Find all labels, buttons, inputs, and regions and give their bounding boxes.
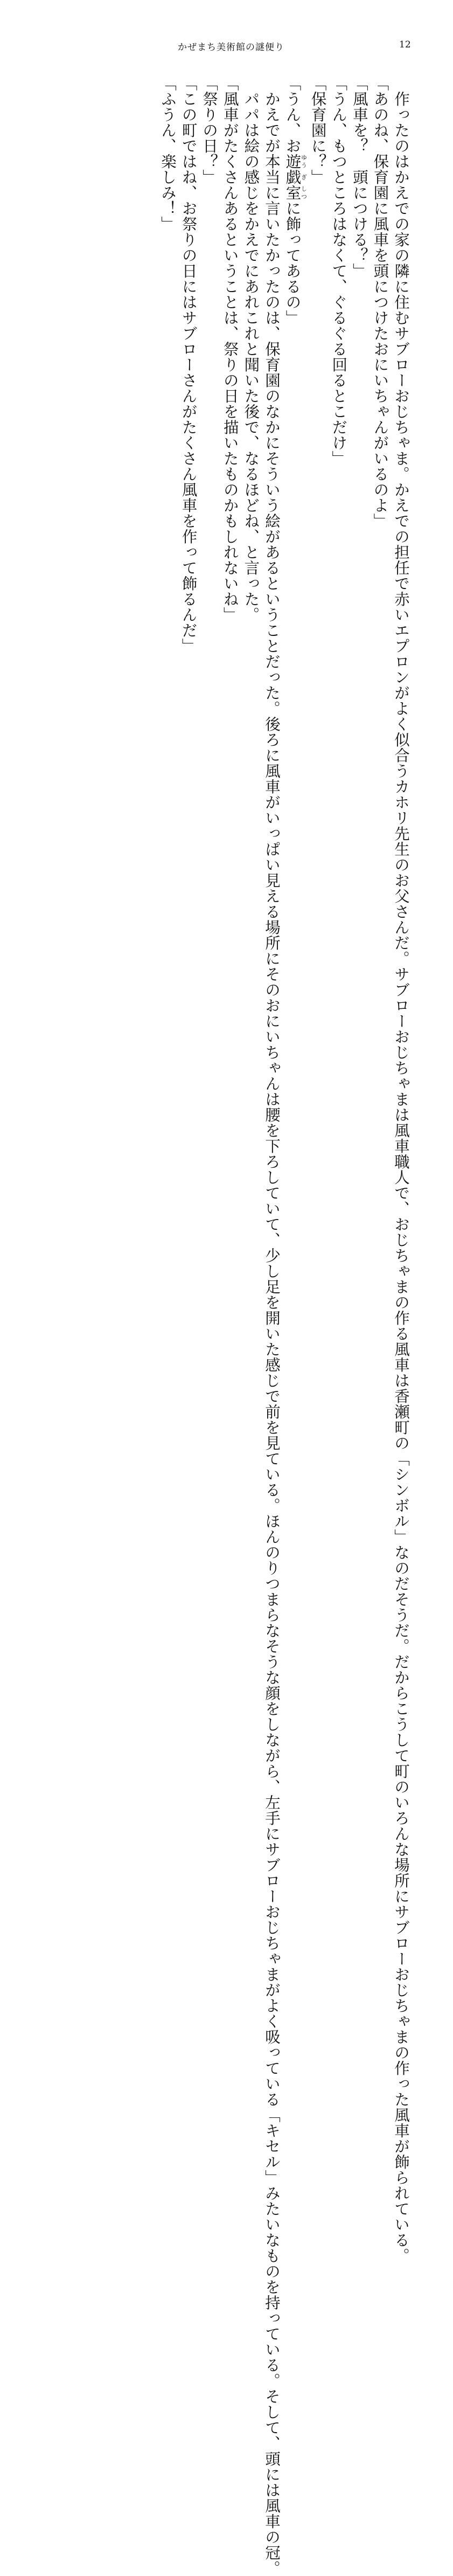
paragraph-narration-2: かえでが本当に言いたかったのは、保育園のなかにそういう絵があるということだった。後ろに風車がいっぱい見える場所にそのおにいちゃんは腰を下ろしていて、少し足を開いた感じで前を見ている。ほんのりつまらなそうな顔をしながら、左手にサブローおじちゃまがよく吸っている「キセル」みたいなものを持っている。そして、頭には風車の冠。	[262, 91, 281, 2576]
ruby-shitsu: 室しつ	[283, 185, 308, 200]
ruby-gi: 戯ぎ	[283, 169, 308, 185]
running-header-title: かぜまち美術館の謎便り	[178, 42, 284, 53]
vertical-body-text	[157, 75, 411, 2576]
furigana-yuu: ゆう	[300, 154, 308, 169]
dialogue-line-6: 「風車がたくさんあるということは、祭りの日を描いたものかもしれないね」	[221, 75, 239, 622]
dialogue-line-3: 「うん、もつところはなくて、ぐるぐる回るとこだけ」	[330, 75, 348, 466]
dialogue-line-4: 「保育園に？」	[309, 75, 327, 185]
dialogue-line-8: 「この町ではね、お祭りの日にはサブローさんがたくさん風車を作って飾るんだ」	[179, 75, 198, 654]
dialogue-line-1: 「あのね、保育園に風車を頭につけたおにいちゃんがいるのよ」	[371, 75, 389, 529]
page-number: 12	[399, 39, 411, 50]
paragraph-narration-3: パパは絵の感じをかえでにあれこれと聞いた後で、なるほどね、と言った。	[242, 91, 260, 622]
dialogue-line-9: 「ふうん、楽しみ！」	[158, 75, 177, 232]
dialogue-line-5-with-ruby	[282, 75, 307, 614]
dialogue-line-2: 「風車を？ 頭につける？」	[350, 75, 368, 279]
ruby-yuu: 遊ゆう	[283, 154, 308, 169]
dialogue-line-5-pre: 「うん、お	[283, 75, 302, 154]
furigana-shitsu: しつ	[300, 185, 308, 200]
dialogue-line-7: 「祭りの日？」	[200, 75, 219, 185]
paragraph-narration-1: 作ったのはかえでの家の隣に住むサブローおじちゃま。かえでの担任で赤いエプロンがよく似合うカホリ先生のお父さんだ。サブローおじちゃまは風車職人で、おじちゃまの作る風車は香瀬町の「シンボル」なのだそうだ。だからこうして町のいろんな場所にサブローおじちゃまの作った風車が飾られている。	[392, 91, 410, 2263]
furigana-gi: ぎ	[300, 169, 308, 185]
dialogue-line-5-post: に飾ってあるの」	[283, 200, 302, 326]
